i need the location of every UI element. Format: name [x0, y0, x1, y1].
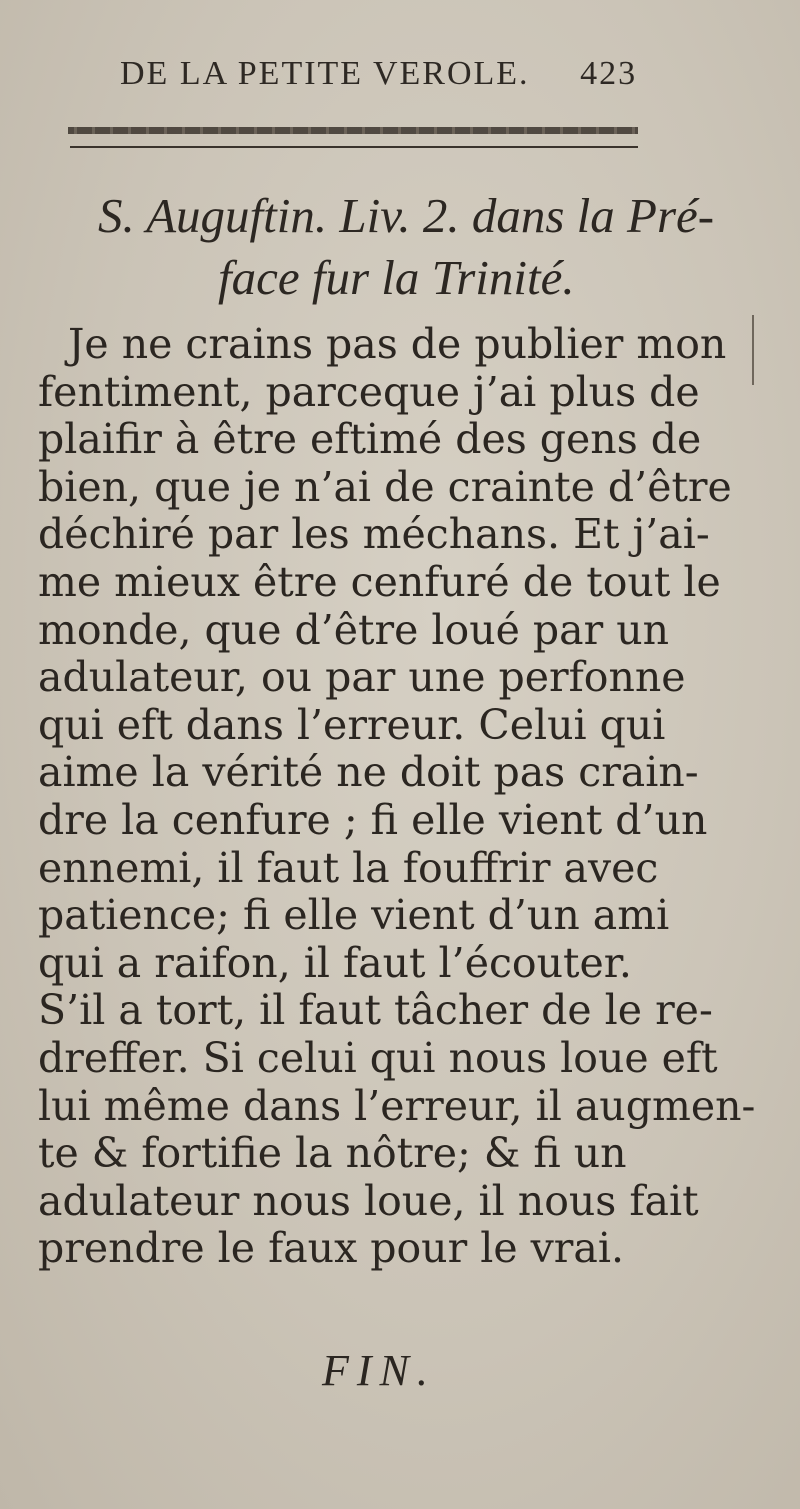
text-line: aime la vérité ne doit pas crain-	[38, 748, 699, 797]
text-line: patience; fi elle vient d’un ami	[38, 891, 670, 940]
text-line: monde, que d’être loué par un	[38, 605, 670, 654]
text-line: qui eft dans l’erreur. Celui qui	[38, 700, 666, 749]
text-line: me mieux être cenfuré de tout le	[38, 557, 721, 606]
citation-heading	[98, 185, 714, 309]
text-line: Je ne crains pas de publier mon	[68, 320, 727, 368]
text-line: qui a raifon, il faut l’écouter.	[38, 938, 632, 987]
text-line: prendre le faux pour le vrai.	[38, 1224, 624, 1273]
text-line: dre la cenfure ; fi elle vient d’un	[38, 795, 708, 844]
body-paragraph	[38, 321, 758, 1273]
text-line: adulateur nous loue, il nous fait	[38, 1176, 699, 1225]
text-line: S’il a tort, il faut tâcher de le re-	[38, 986, 713, 1035]
text-line: fentiment, parceque j’ai plus de	[38, 367, 700, 416]
text-line: lui même dans l’erreur, il augmen-	[38, 1081, 756, 1130]
citation-line-1: S. Auguftin. Liv. 2. dans la Pré-	[98, 188, 715, 243]
text-line: plaifir à être eftimé des gens de	[38, 415, 702, 464]
text-line: bien, que je n’ai de crainte d’être	[38, 462, 732, 511]
ornamental-rule	[68, 127, 638, 134]
text-line: te & fortifie la nôtre; & fi un	[38, 1129, 627, 1178]
citation-line-2: face fur la Trinité.	[218, 250, 575, 305]
text-line: déchiré par les méchans. Et j’ai-	[38, 510, 710, 559]
running-title: DE LA PETITE VEROLE.	[120, 55, 530, 92]
page-number: 423	[580, 55, 638, 92]
running-header	[120, 55, 680, 93]
text-line: dreffer. Si celui qui nous loue eft	[38, 1033, 718, 1082]
text-line: ennemi, il faut la fouffrir avec	[38, 843, 659, 892]
closing-word: FIN.	[322, 1346, 436, 1395]
divider-line	[70, 146, 638, 148]
text-line: adulateur, ou par une perfonne	[38, 653, 686, 702]
